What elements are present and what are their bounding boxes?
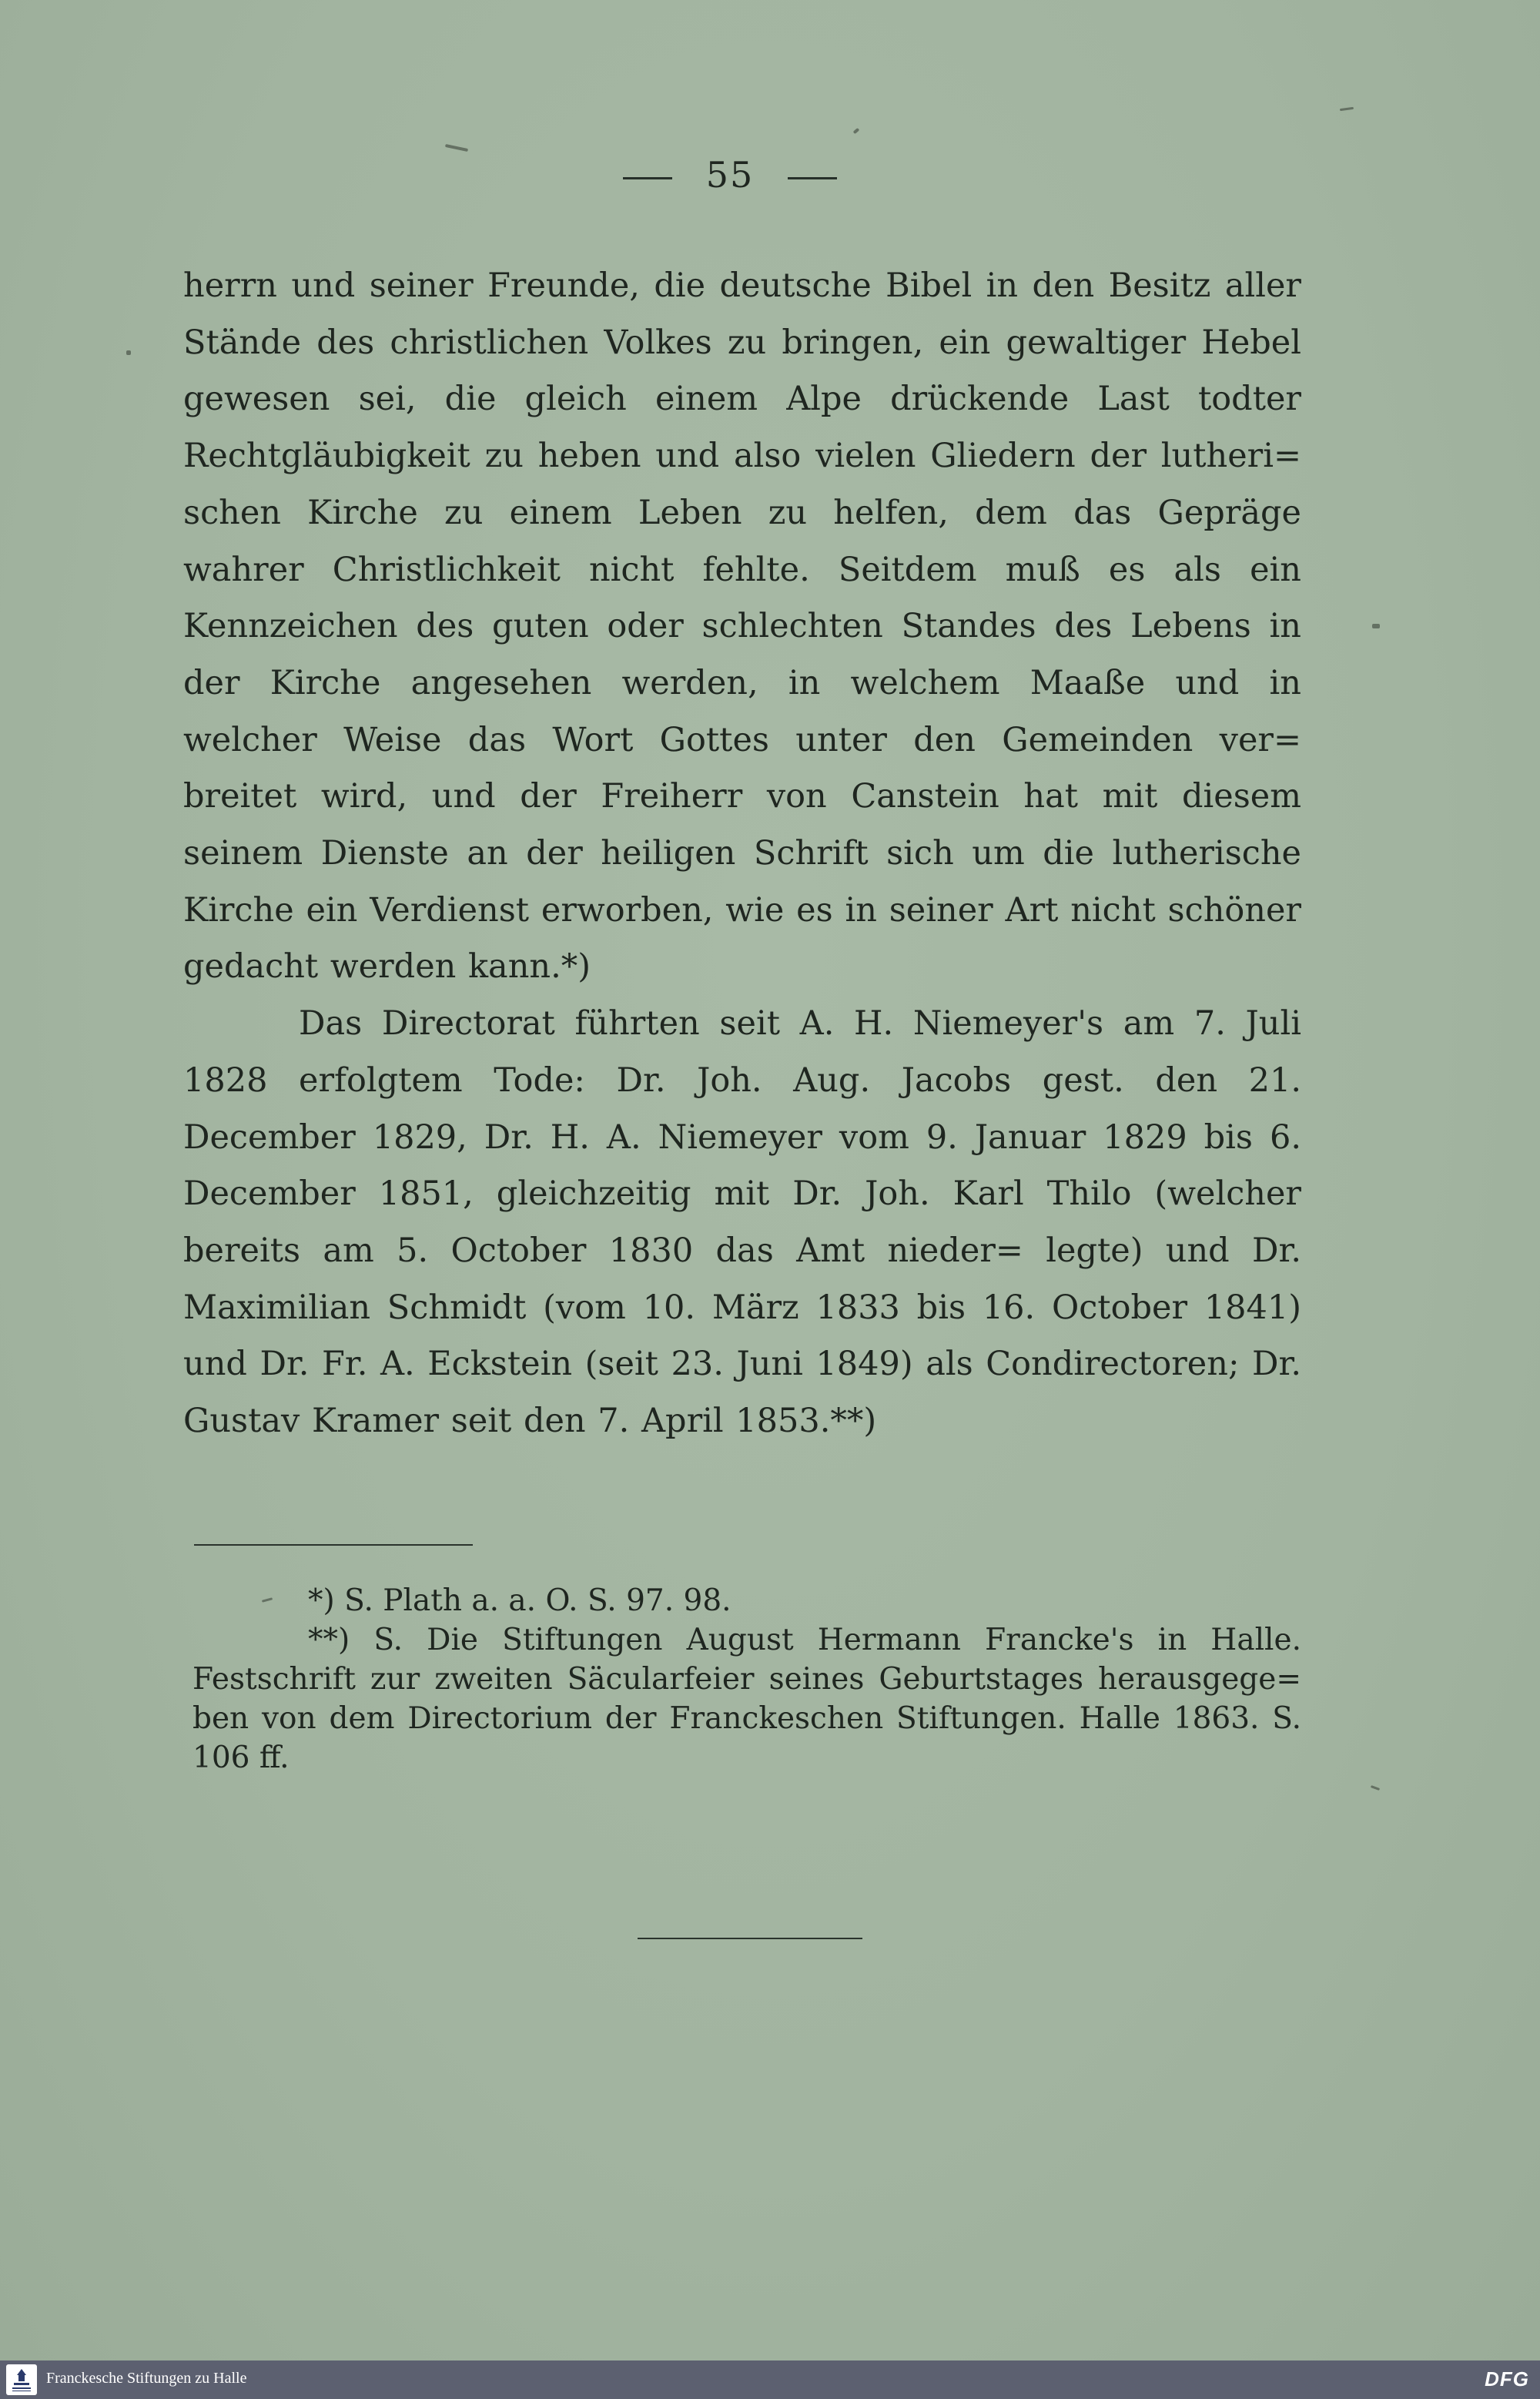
paper-speck (445, 144, 468, 152)
left-dash (623, 177, 672, 179)
paper-speck (1340, 107, 1354, 111)
footnote-2: **) S. Die Stiftungen August Hermann Francke's in Halle. Festschrift zur zweiten Säcularfeier seines Geburtstages herausgege= ben von dem Directorium der Franckeschen Stiftungen. Halle 1863. S. 106 ff. (192, 1623, 1301, 1775)
end-rule (638, 1938, 862, 1939)
footnote-separator (194, 1544, 473, 1546)
page-number: 55 (705, 154, 755, 196)
footer-bar (0, 2360, 1540, 2399)
footnote-1: *) S. Plath a. a. O. S. 97. 98. (308, 1583, 732, 1618)
paragraph-1: herrn und seiner Freunde, die deutsche Bibel in den Besitz aller Stände des christlichen Volkes zu bringen, ein gewaltiger Hebel gewesen sei, die gleich einem Alpe drückende Last todter Rechtgläubigkeit zu heben und also vielen Gliedern der lutheri= schen Kirche zu einem Leben zu helfen, dem das Gepräge wahrer Christlichkeit nicht fehlte. Seitdem muß es als ein Kennzeichen des guten oder schlechten Standes des Lebens in der Kirche angesehen werden, in welchem Maaße und in welcher Weise das Wort Gottes unter den Gemeinden ver= breitet wird, und der Freiherr von Canstein hat mit diesem seinem Dienste an der heiligen Schrift sich um die lutherische Kirche ein Verdienst erworben, wie es in seiner Art nicht schöner gedacht werden kann.*) (183, 266, 1301, 987)
paper-speck (126, 350, 131, 355)
main-text (183, 258, 1301, 1450)
paper-speck (1371, 1785, 1380, 1791)
paragraph-2: Das Directorat führten seit A. H. Niemeyer's am 7. Juli 1828 erfolgtem Tode: Dr. Joh. Aug. Jacobs gest. den 21. December 1829, Dr. H. A. Niemeyer vom 9. Januar 1829 bis 6. December 1851, gleichzeitig mit Dr. Joh. Karl Thilo (welcher bereits am 5. October 1830 das Amt nieder= legte) und Dr. Maximilian Schmidt (vom 10. März 1833 bis 16. October 1841) und Dr. Fr. A. Eckstein (seit 23. Juni 1849) als Condirectoren; Dr. Gustav Kramer seit den 7. April 1853.**) (183, 1004, 1301, 1441)
right-dash (788, 177, 837, 179)
footnotes (192, 1581, 1301, 1777)
page-number-header (0, 154, 1460, 196)
institution-logo-icon (6, 2364, 37, 2395)
paper-speck (1372, 624, 1380, 628)
dfg-logo: DFG (1485, 2367, 1529, 2391)
footer-institution-name: Franckesche Stiftungen zu Halle (46, 2370, 247, 2387)
paper-speck (853, 128, 860, 134)
